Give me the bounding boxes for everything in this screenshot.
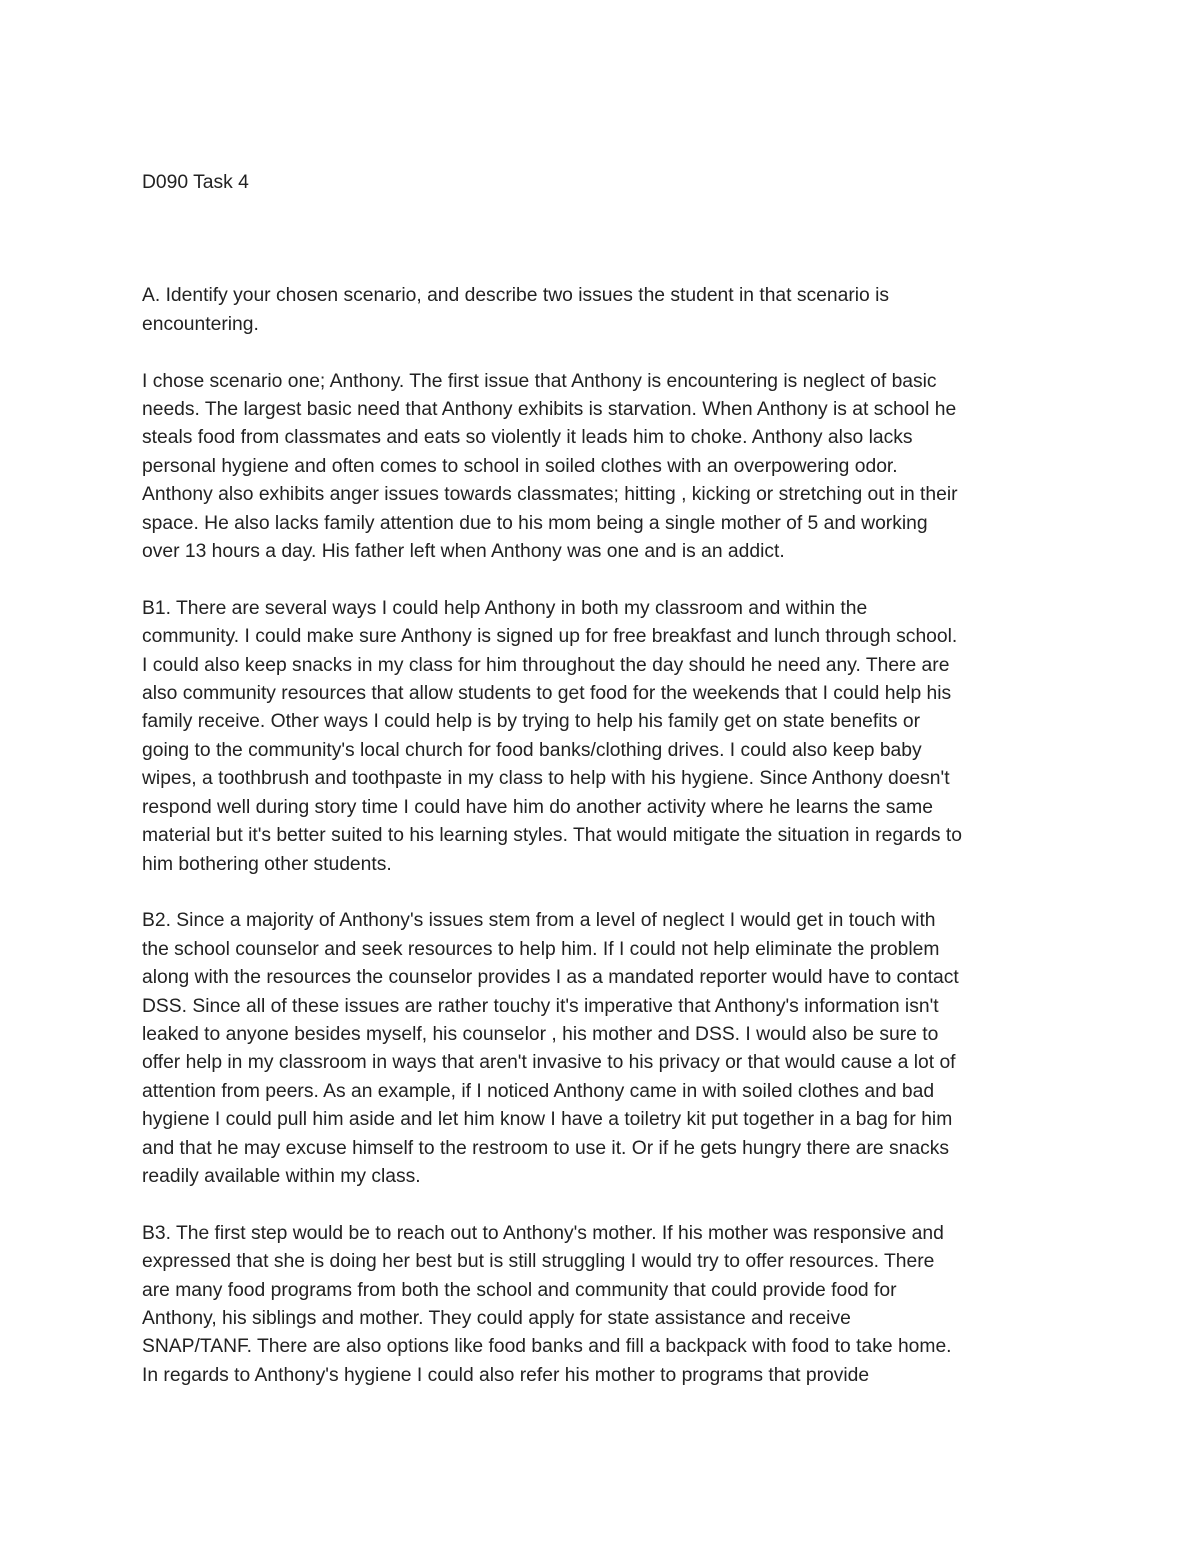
- text-line: In regards to Anthony's hygiene I could also refer his mother to programs that provide: [142, 1364, 870, 1386]
- text-line: A. Identify your chosen scenario, and describe two issues the student in that scenario is: [142, 285, 890, 307]
- text-line: and that he may excuse himself to the restroom to use it. Or if he gets hungry there are snacks: [142, 1137, 949, 1159]
- text-line: Anthony, his siblings and mother. They could apply for state assistance and receive: [142, 1307, 851, 1329]
- answer-b2-paragraph: [142, 907, 1077, 1191]
- text-line: offer help in my classroom in ways that aren't invasive to his privacy or that would cause a lot of: [142, 1052, 956, 1074]
- text-line: personal hygiene and often comes to school in soiled clothes with an overpowering odor.: [142, 455, 898, 477]
- text-line: needs. The largest basic need that Anthony exhibits is starvation. When Anthony is at school he: [142, 399, 957, 421]
- document-body: [142, 169, 1077, 1419]
- text-line: along with the resources the counselor provides I as a mandated reporter would have to contact: [142, 967, 959, 989]
- text-line: leaked to anyone besides myself, his counselor , his mother and DSS. I would also be sure to: [142, 1023, 939, 1045]
- text-line: encountering.: [142, 313, 259, 335]
- text-line: attention from peers. As an example, if I noticed Anthony came in with soiled clothes and bad: [142, 1080, 935, 1102]
- answer-a-paragraph: [142, 368, 1077, 567]
- text-line: B3. The first step would be to reach out to Anthony's mother. If his mother was responsive and: [142, 1222, 944, 1244]
- text-line: expressed that she is doing her best but is still struggling I would try to offer resources. There: [142, 1251, 935, 1273]
- text-line: him bothering other students.: [142, 853, 392, 875]
- text-line: material but it's better suited to his learning styles. That would mitigate the situation in regards to: [142, 825, 962, 847]
- text-line: steals food from classmates and eats so violently it leads him to choke. Anthony also lacks: [142, 427, 913, 449]
- text-line: B2. Since a majority of Anthony's issues stem from a level of neglect I would get in touch with: [142, 910, 936, 932]
- text-line: wipes, a toothbrush and toothpaste in my class to help with his hygiene. Since Anthony doesn't: [142, 768, 950, 790]
- text-line: respond well during story time I could have him do another activity where he learns the same: [142, 796, 933, 818]
- text-line: space. He also lacks family attention due to his mom being a single mother of 5 and working: [142, 512, 928, 534]
- text-line: Anthony also exhibits anger issues towards classmates; hitting , kicking or stretching out in their: [142, 484, 958, 506]
- text-line: community. I could make sure Anthony is signed up for free breakfast and lunch through school.: [142, 626, 958, 648]
- document-title: D090 Task 4: [142, 172, 249, 193]
- title-spacer: [142, 197, 1077, 282]
- text-line: the school counselor and seek resources to help him. If I could not help eliminate the problem: [142, 938, 940, 960]
- text-line: also community resources that allow students to get food for the weekends that I could help his: [142, 683, 952, 705]
- text-line: are many food programs from both the school and community that could provide food for: [142, 1279, 897, 1301]
- answer-b1-paragraph: [142, 595, 1077, 879]
- text-line: I chose scenario one; Anthony. The first issue that Anthony is encountering is neglect of basic: [142, 370, 937, 392]
- answer-b3-paragraph: [142, 1220, 1077, 1390]
- text-line: readily available within my class.: [142, 1165, 421, 1187]
- text-line: B1. There are several ways I could help Anthony in both my classroom and within the: [142, 597, 868, 619]
- text-line: I could also keep snacks in my class for him throughout the day should he need any. There are: [142, 654, 950, 676]
- text-line: SNAP/TANF. There are also options like food banks and fill a backpack with food to take home.: [142, 1336, 952, 1358]
- text-line: DSS. Since all of these issues are rather touchy it's imperative that Anthony's information isn't: [142, 995, 939, 1017]
- prompt-a-paragraph: [142, 282, 1077, 339]
- text-line: going to the community's local church for food banks/clothing drives. I could also keep baby: [142, 739, 922, 761]
- text-line: over 13 hours a day. His father left when Anthony was one and is an addict.: [142, 541, 785, 563]
- text-line: hygiene I could pull him aside and let him know I have a toiletry kit put together in a bag for him: [142, 1109, 953, 1131]
- text-line: family receive. Other ways I could help is by trying to help his family get on state benefits or: [142, 711, 921, 733]
